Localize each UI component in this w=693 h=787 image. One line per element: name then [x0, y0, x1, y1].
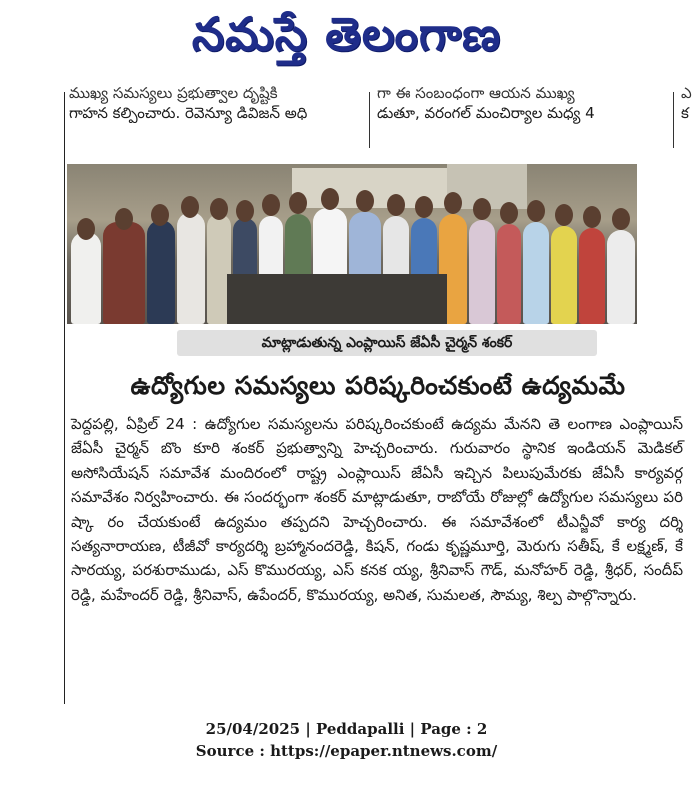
person-figure	[551, 226, 577, 324]
person-head	[356, 190, 374, 212]
previous-article-strip	[65, 84, 692, 148]
person-head	[583, 206, 601, 228]
person-head	[444, 192, 462, 214]
person-head	[555, 204, 573, 226]
column-divider	[673, 92, 674, 148]
strip-text-line: క	[681, 104, 689, 122]
person-head	[473, 198, 491, 220]
cut-text-line: గా ఈ సంబంధంగా ఆయన ముఖ్య	[377, 84, 575, 102]
newspaper-title: నమస్తే తెలంగాణ	[191, 7, 502, 61]
person-head	[415, 196, 433, 218]
news-photo	[67, 164, 637, 324]
person-head	[289, 192, 307, 214]
person-head	[500, 202, 518, 224]
strip-column-right	[681, 84, 693, 148]
cut-text-line: ఎ	[681, 84, 692, 102]
person-figure	[71, 232, 101, 324]
person-head	[151, 204, 169, 226]
person-head	[321, 188, 339, 210]
person-figure	[497, 224, 521, 324]
strip-column-left	[69, 84, 363, 148]
person-head	[612, 208, 630, 230]
footer-source[interactable]: Source : https://epaper.ntnews.com/	[195, 742, 498, 760]
cut-text-line: ముఖ్య సమస్యలు ప్రభుత్వాల దృష్టికి	[69, 84, 278, 102]
article-body: పెద్దపల్లి, ఏప్రిల్ 24 : ఉద్యోగుల సమస్యలను పరిష్కరించకుంటే ఉద్యమ మేనని తె లంగాణ ఎంప్లాయిస్ జేఏసీ చైర్మన్ బొం కూరి శంకర్ ప్రభుత్వాన్ని హెచ్చరించారు. గురువారం స్థానిక ఇండియన్ మెడికల్ అసోసియేషన్ సమావేశ మందిరంలో రాష్ట్ర ఎంప్లాయిస్ జేఏసీ ఇచ్చిన పిలుపుమేరకు జేఏసీ కార్యవర్గ సమావేశం నిర్వహించారు. ఈ సందర్భంగా శంకర్ మాట్లాడుతూ, రాబోయే రోజుల్లో ఉద్యోగుల సమస్యలు పరి ష్కా రం చేయకుంటే ఉద్యమం తప్పదని హెచ్చరించారు. ఈ సమావేశంలో టీఎన్జీవో కార్య దర్శి సత్యనారాయణ, టీజీవో కార్యదర్శి బ్రహ్మానందరెడ్డి, కిషన్, గండు కృష్ణమూర్తి, మెరుగు సతీష్, కే లక్ష్మణ్, కే సారయ్య, పరశురాముడు, ఎస్ కొమురయ్య, ఎస్ కనక య్య, శ్రీనివాస్ గౌడ్, మనోహర్ రెడ్డి, శ్రీధర్, సందీప్ రెడ్డి, మహేందర్ రెడ్డి, శ్రీనివాస్, ఉపేందర్, కొమురయ్య, అనిత, సుమలత, సౌమ్య, శిల్ప పాల్గొన్నారు.	[71, 415, 683, 604]
footer-date-edition: 25/04/2025 | Peddapalli | Page : 2	[205, 720, 488, 738]
person-head	[527, 200, 545, 222]
meeting-table	[227, 274, 447, 324]
person-head	[210, 198, 228, 220]
person-figure	[607, 230, 635, 324]
masthead	[0, 0, 693, 80]
person-figure	[579, 228, 605, 324]
photo-caption: మాట్లాడుతున్న ఎంప్లాయిస్ జేఏసీ చైర్మన్ శంకర్	[177, 330, 597, 356]
person-figure	[523, 222, 549, 324]
strip-text-line: గాహన కల్పించారు. రెవెన్యూ డివిజన్ అధి	[69, 104, 308, 122]
strip-text-line: డుతూ, వరంగల్ మంచిర్యాల మధ్య 4	[377, 104, 595, 122]
person-head	[181, 196, 199, 218]
person-figure	[103, 222, 145, 324]
person-head	[387, 194, 405, 216]
news-clipping	[64, 84, 692, 704]
person-head	[115, 208, 133, 230]
person-figure	[469, 220, 495, 324]
person-head	[77, 218, 95, 240]
person-figure	[147, 220, 175, 324]
page-footer	[0, 718, 693, 762]
person-head	[236, 200, 254, 222]
column-divider	[369, 92, 370, 148]
article-headline: ఉద్యోగుల సమస్యలు పరిష్కరించకుంటే ఉద్యమమే	[130, 371, 626, 400]
strip-column-middle	[377, 84, 667, 148]
person-figure	[177, 212, 205, 324]
person-head	[262, 194, 280, 216]
